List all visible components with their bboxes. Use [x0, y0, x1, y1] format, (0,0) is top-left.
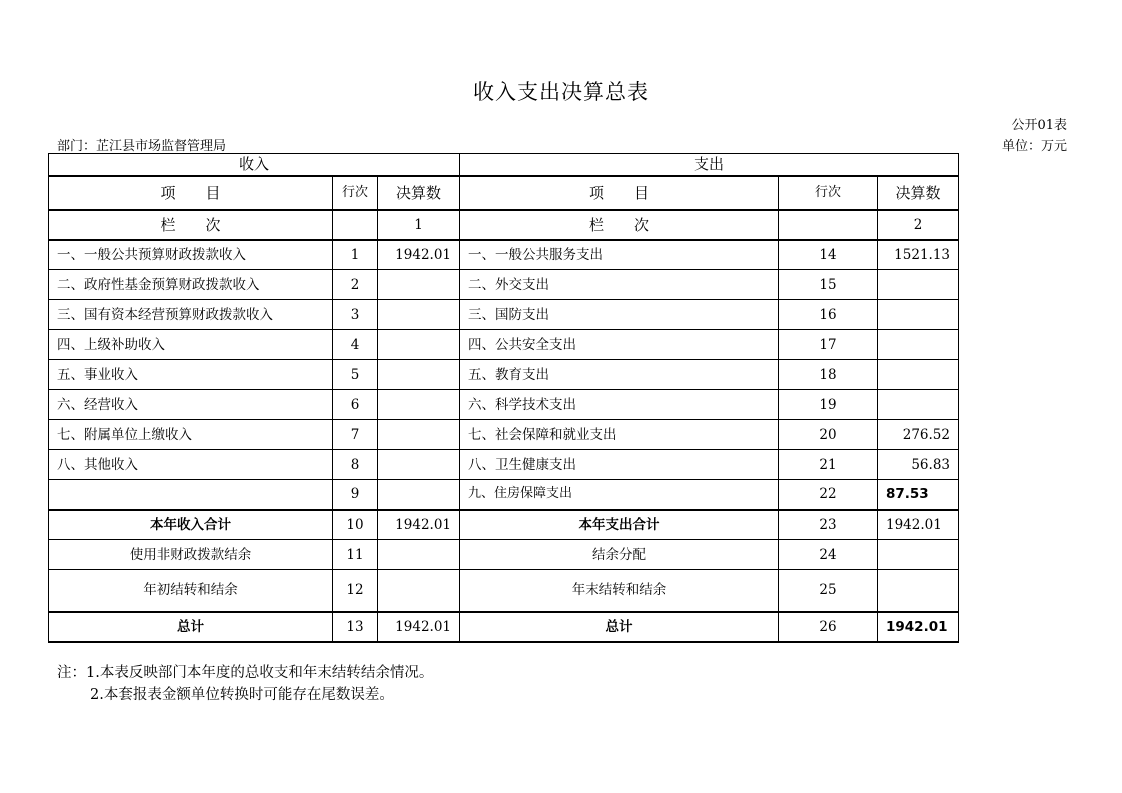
begin-balance-amount	[378, 570, 460, 612]
expense-amount: 56.83	[878, 450, 959, 480]
non-fiscal-balance-amount	[378, 540, 460, 570]
expense-row-no: 19	[779, 390, 878, 420]
non-fiscal-balance-label: 使用非财政拨款结余	[49, 540, 333, 570]
end-balance-amount	[878, 570, 959, 612]
unit-label: 单位：万元	[1001, 139, 1067, 154]
note-line-2: 2.本套报表金额单位转换时可能存在尾数误差。	[90, 687, 394, 703]
income-amount: 1942.01	[378, 240, 460, 270]
income-column-label: 栏 次	[49, 210, 333, 240]
income-grand-total-amount: 1942.01	[378, 612, 460, 642]
end-balance-no: 25	[779, 570, 878, 612]
table-row	[49, 450, 959, 480]
income-item-header: 项 目	[49, 176, 333, 210]
income-amount-header: 决算数	[378, 176, 460, 210]
expense-rowno-header: 行次	[779, 176, 878, 210]
end-balance-label: 年末结转和结余	[460, 570, 779, 612]
note-line-1: 注：1.本表反映部门本年度的总收支和年末结转结余情况。	[57, 665, 434, 681]
table-row	[49, 240, 959, 270]
income-item: 二、政府性基金预算财政拨款收入	[49, 270, 333, 300]
expense-row-no: 17	[779, 330, 878, 360]
income-expense-table	[48, 153, 959, 643]
expense-amount: 87.53	[878, 480, 959, 510]
income-item	[49, 480, 333, 510]
expense-item-header: 项 目	[460, 176, 779, 210]
non-fiscal-balance-no: 11	[333, 540, 378, 570]
expense-amount	[878, 330, 959, 360]
income-rowno-header: 行次	[333, 176, 378, 210]
income-amount	[378, 360, 460, 390]
income-amount	[378, 390, 460, 420]
column-header-row	[49, 176, 959, 210]
income-grand-total-no: 13	[333, 612, 378, 642]
year-total-row	[49, 510, 959, 540]
income-amount	[378, 480, 460, 510]
table-row	[49, 270, 959, 300]
expense-row-no: 20	[779, 420, 878, 450]
year-income-total-amount: 1942.01	[378, 510, 460, 540]
expense-amount	[878, 300, 959, 330]
begin-balance-label: 年初结转和结余	[49, 570, 333, 612]
income-row-no: 8	[333, 450, 378, 480]
expense-amount: 276.52	[878, 420, 959, 450]
income-row-no: 1	[333, 240, 378, 270]
income-item: 八、其他收入	[49, 450, 333, 480]
income-row-no: 6	[333, 390, 378, 420]
income-item: 六、经营收入	[49, 390, 333, 420]
expense-item: 八、卫生健康支出	[460, 450, 779, 480]
column-index-row	[49, 210, 959, 240]
page-title: 收入支出决算总表	[473, 80, 649, 104]
expense-item: 五、教育支出	[460, 360, 779, 390]
expense-item: 七、社会保障和就业支出	[460, 420, 779, 450]
income-amount	[378, 300, 460, 330]
income-row-no: 4	[333, 330, 378, 360]
income-item: 七、附属单位上缴收入	[49, 420, 333, 450]
income-item: 一、一般公共预算财政拨款收入	[49, 240, 333, 270]
expense-row-no: 21	[779, 450, 878, 480]
year-income-total-label: 本年收入合计	[49, 510, 333, 540]
expense-grand-total-label: 总计	[460, 612, 779, 642]
expense-column-label: 栏 次	[460, 210, 779, 240]
expense-amount	[878, 390, 959, 420]
surplus-distribution-amount	[878, 540, 959, 570]
section-header-row	[49, 154, 959, 176]
footnotes	[57, 662, 433, 706]
income-section-header: 收入	[49, 154, 460, 176]
income-row-no: 2	[333, 270, 378, 300]
expense-row-no: 22	[779, 480, 878, 510]
year-expense-total-label: 本年支出合计	[460, 510, 779, 540]
grand-total-row	[49, 612, 959, 642]
expense-amount: 1521.13	[878, 240, 959, 270]
begin-balance-no: 12	[333, 570, 378, 612]
year-income-total-no: 10	[333, 510, 378, 540]
income-row-no: 3	[333, 300, 378, 330]
income-amount	[378, 420, 460, 450]
income-row-no: 7	[333, 420, 378, 450]
expense-item: 九、住房保障支出	[460, 480, 779, 510]
table-row	[49, 330, 959, 360]
empty-cell	[333, 210, 378, 240]
table-row	[49, 300, 959, 330]
expense-item: 六、科学技术支出	[460, 390, 779, 420]
table-row	[49, 420, 959, 450]
surplus-distribution-no: 24	[779, 540, 878, 570]
balance-row	[49, 540, 959, 570]
table-row	[49, 360, 959, 390]
income-item: 五、事业收入	[49, 360, 333, 390]
income-column-index: 1	[378, 210, 460, 240]
expense-row-no: 18	[779, 360, 878, 390]
expense-amount	[878, 360, 959, 390]
expense-row-no: 15	[779, 270, 878, 300]
balance-row	[49, 570, 959, 612]
department-label: 部门：芷江县市场监督管理局	[57, 139, 227, 154]
surplus-distribution-label: 结余分配	[460, 540, 779, 570]
income-row-no: 5	[333, 360, 378, 390]
expense-section-header: 支出	[460, 154, 959, 176]
income-item: 三、国有资本经营预算财政拨款收入	[49, 300, 333, 330]
form-number: 公开01表	[1011, 118, 1067, 133]
income-amount	[378, 270, 460, 300]
expense-item: 一、一般公共服务支出	[460, 240, 779, 270]
expense-item: 二、外交支出	[460, 270, 779, 300]
income-amount	[378, 330, 460, 360]
year-expense-total-no: 23	[779, 510, 878, 540]
expense-row-no: 14	[779, 240, 878, 270]
income-amount	[378, 450, 460, 480]
expense-amount-header: 决算数	[878, 176, 959, 210]
expense-item: 三、国防支出	[460, 300, 779, 330]
expense-item: 四、公共安全支出	[460, 330, 779, 360]
table-row	[49, 390, 959, 420]
expense-amount	[878, 270, 959, 300]
income-item: 四、上级补助收入	[49, 330, 333, 360]
expense-row-no: 16	[779, 300, 878, 330]
expense-grand-total-no: 26	[779, 612, 878, 642]
income-row-no: 9	[333, 480, 378, 510]
empty-cell	[779, 210, 878, 240]
expense-column-index: 2	[878, 210, 959, 240]
expense-grand-total-amount: 1942.01	[878, 612, 959, 642]
table-row	[49, 480, 959, 510]
income-grand-total-label: 总计	[49, 612, 333, 642]
year-expense-total-amount: 1942.01	[878, 510, 959, 540]
